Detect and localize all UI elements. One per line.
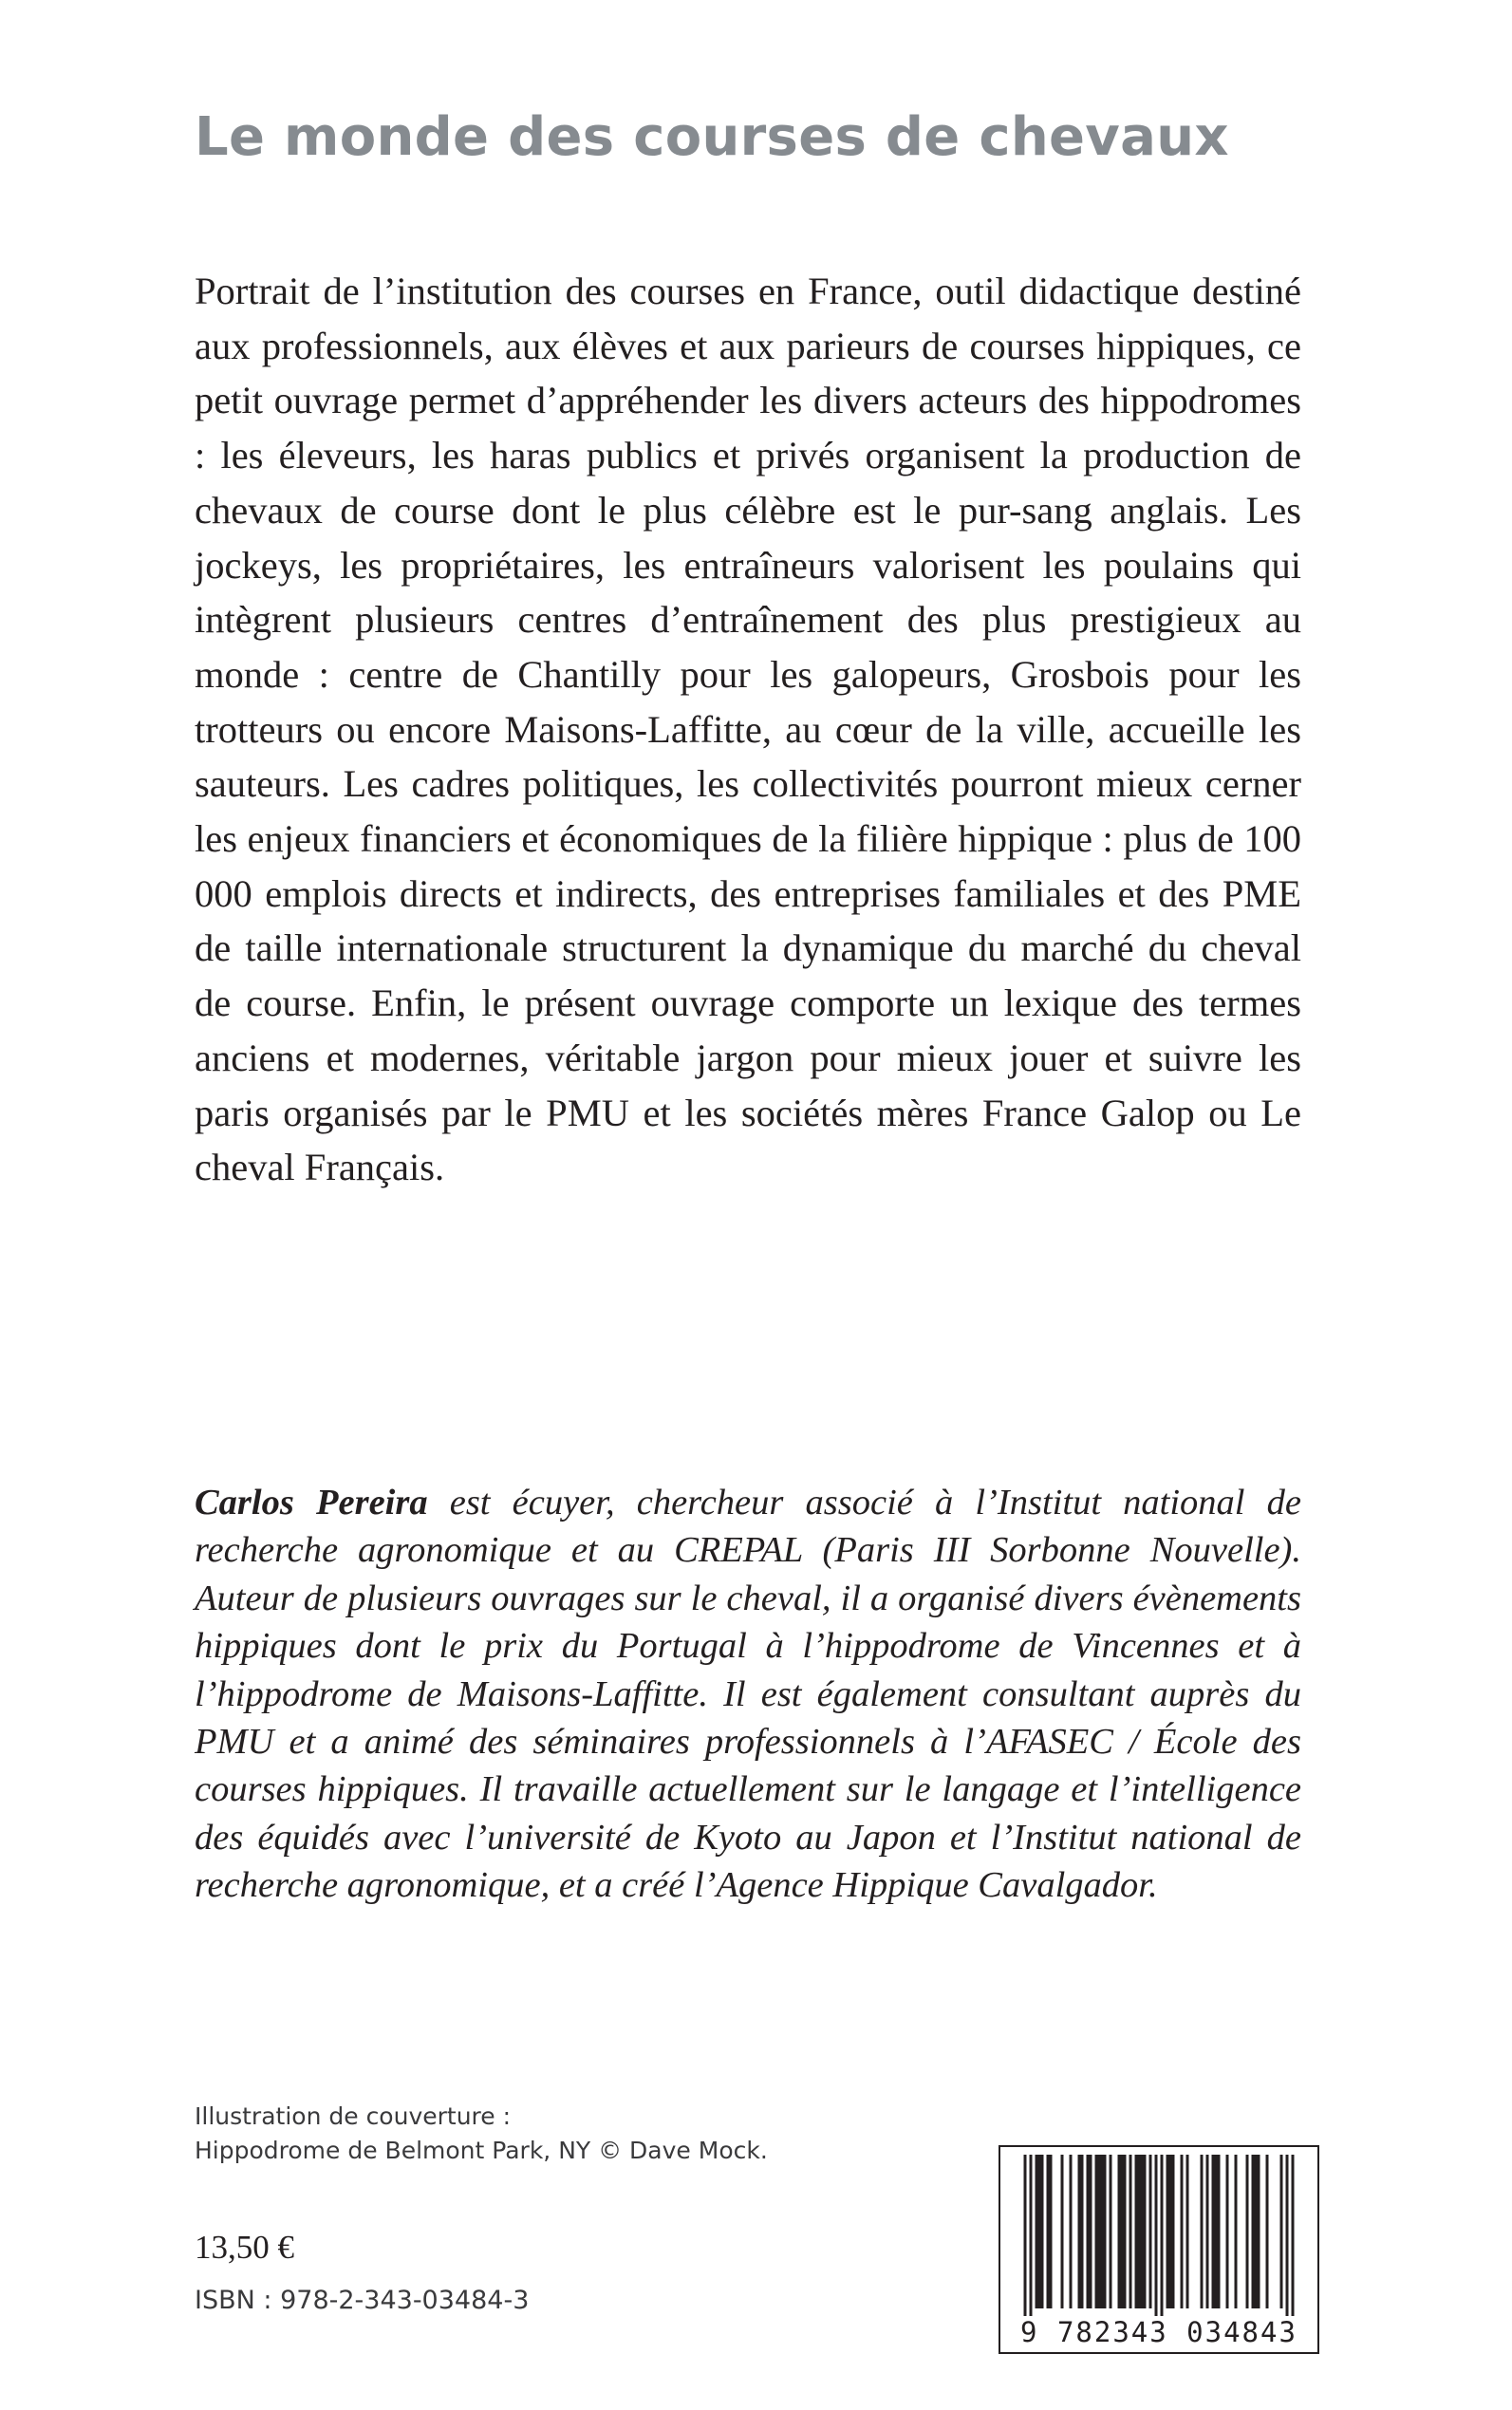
barcode-bar: [1110, 2155, 1112, 2308]
barcode-bar: [1226, 2155, 1229, 2308]
barcode-bar: [1078, 2155, 1081, 2308]
author-name: Carlos Pereira: [195, 1483, 428, 1523]
barcode-bar: [1101, 2155, 1104, 2308]
barcode-bar: [1135, 2155, 1138, 2308]
barcode-bar: [1201, 2155, 1204, 2308]
barcode-bar: [1246, 2155, 1249, 2308]
barcode-bar: [1024, 2155, 1027, 2316]
barcode: [999, 2145, 1319, 2354]
barcode-bar: [1186, 2155, 1189, 2308]
barcode-bar: [1212, 2155, 1215, 2308]
barcode-bar: [1255, 2155, 1258, 2308]
barcode-bar: [1292, 2155, 1295, 2316]
author-bio-text: est écuyer, chercheur associé à l’Institut national de recherche agronomique et au CREPAL (Paris III Sorbonne Nouvelle). Auteur de plusieurs ouvrages sur le cheval, il a organisé divers évènements hippiques dont le prix du Portugal à l’hippodrome de Vincennes et à l’hippodrome de Maisons-Laffitte. Il est également consultant auprès du PMU et a animé des séminaires professionnels à l’AFASEC / École des courses hippiques. Il travaille actuellement sur le langage et l’intelligence des équidés avec l’université de Kyoto au Japon et l’Institut national de recherche agronomique, et a créé l’Agence Hippique Cavalgador.: [195, 1483, 1301, 1906]
barcode-bar: [1104, 2155, 1107, 2308]
barcode-bar: [1081, 2155, 1084, 2308]
barcode-bar: [1218, 2155, 1221, 2308]
barcode-digits: 9 782343 034843: [1020, 2316, 1297, 2348]
credit-label: Illustration de couverture :: [195, 2102, 512, 2130]
barcode-bar: [1047, 2155, 1050, 2308]
barcode-bar: [1090, 2155, 1092, 2308]
isbn: ISBN : 978-2-343-03484-3: [195, 2286, 530, 2315]
barcode-bar: [1129, 2155, 1132, 2308]
author-bio: [195, 1479, 1301, 1910]
barcode-bar: [1280, 2155, 1283, 2308]
barcode-bar: [1061, 2155, 1064, 2308]
barcode-bar: [1124, 2155, 1127, 2308]
barcode-bar: [1286, 2155, 1289, 2316]
barcode-bar: [1161, 2155, 1164, 2316]
barcode-bar: [1149, 2155, 1152, 2308]
barcode-bar: [1266, 2155, 1269, 2308]
barcode-bar: [1038, 2155, 1041, 2308]
barcode-bar: [1118, 2155, 1121, 2308]
book-summary: Portrait de l’institution des courses en France, outil didactique destiné aux professionnels, aux élèves et aux parieurs de courses hippiques, ce petit ouvrage permet d’appréhender les divers acteurs des hippodromes : les éleveurs, les haras publics et privés organisent la production de chevaux de course dont le plus célèbre est le pur-sang anglais. Les jockeys, les propriétaires, les entraîneurs valorisent les poulains qui intègrent plusieurs centres d’entraînement des plus prestigieux au monde : centre de Chantilly pour les galopeurs, Grosbois pour les trotteurs ou encore Maisons-Laffitte, au cœur de la ville, accueille les sauteurs. Les cadres politiques, les collectivités pourront mieux cerner les enjeux financiers et économiques de la filière hippique : plus de 100 000 emplois directs et indirects, des entreprises familiales et des PME de taille internationale structurent la dynamique du marché du cheval de course. Enfin, le présent ouvrage comporte un lexique des termes anciens et modernes, véritable jargon pour mieux jouer et suivre les paris organisés par le PMU et les sociétés mères France Galop ou Le cheval Français.: [195, 270, 1301, 1189]
barcode-bar: [1252, 2155, 1255, 2308]
credit-detail: Hippodrome de Belmont Park, NY © Dave Mock.: [195, 2137, 768, 2164]
barcode-bar: [1050, 2155, 1053, 2308]
barcode-bars: [1000, 2147, 1317, 2318]
barcode-bar: [1036, 2155, 1038, 2308]
barcode-bar: [1169, 2155, 1172, 2308]
barcode-bar: [1206, 2155, 1209, 2308]
barcode-bar: [1141, 2155, 1144, 2308]
barcode-bar: [1041, 2155, 1044, 2308]
barcode-bar: [1155, 2155, 1158, 2316]
barcode-bar: [1167, 2155, 1169, 2308]
barcode-bar: [1172, 2155, 1175, 2308]
barcode-bar: [1138, 2155, 1141, 2308]
cover-illustration-credit: [195, 2100, 768, 2168]
price: 13,50 €: [195, 2229, 294, 2266]
barcode-bar: [1121, 2155, 1124, 2308]
barcode-bar: [1095, 2155, 1098, 2308]
barcode-bar: [1070, 2155, 1073, 2308]
barcode-bar: [1087, 2155, 1090, 2308]
barcode-bar: [1144, 2155, 1147, 2308]
barcode-bar: [1181, 2155, 1184, 2308]
barcode-bar: [1215, 2155, 1218, 2308]
book-title: Le monde des courses de chevaux: [195, 106, 1229, 168]
barcode-bar: [1258, 2155, 1260, 2308]
barcode-bar: [1235, 2155, 1238, 2308]
barcode-bar: [1030, 2155, 1033, 2316]
barcode-bar: [1098, 2155, 1101, 2308]
